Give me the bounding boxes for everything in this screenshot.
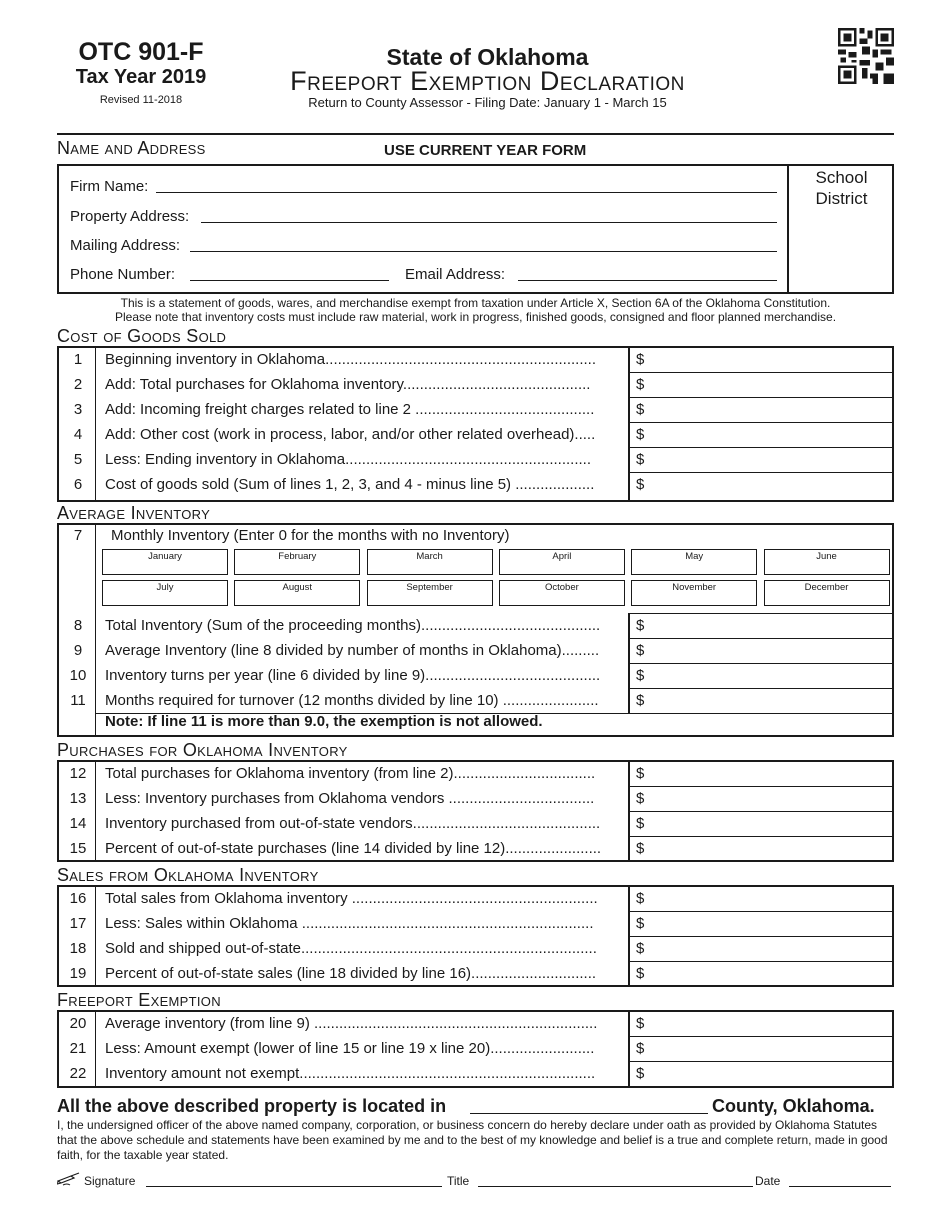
title-field[interactable] bbox=[478, 1186, 753, 1187]
dollar-sign: $ bbox=[636, 1040, 645, 1057]
month-june-field[interactable]: June bbox=[764, 549, 890, 575]
qr-code-icon bbox=[838, 28, 894, 84]
date-label: Date bbox=[755, 1174, 781, 1188]
line-12-text: Total purchases for Oklahoma inventory (from line 2).................................. bbox=[105, 765, 596, 782]
line-5-number: 5 bbox=[73, 451, 83, 468]
statement-text: This is a statement of goods, wares, and merchandise exempt from taxation under Article X, Section 6A of the Oklahoma Constitution. Please note that inventory costs must include raw material, work in progress, finished goods, consigned and floor planned merchandise. bbox=[114, 296, 837, 324]
line-16-amount-field[interactable] bbox=[628, 886, 894, 912]
purchases-title: Purchases for Oklahoma Inventory bbox=[57, 740, 348, 760]
line-13-amount-field[interactable] bbox=[628, 786, 894, 812]
freeport-title: Freeport Exemption bbox=[57, 990, 221, 1010]
line-20-text: Average inventory (from line 9) .................................................................... bbox=[105, 1015, 598, 1032]
line-7-number: 7 bbox=[73, 527, 83, 544]
month-may-field[interactable]: May bbox=[631, 549, 757, 575]
line-22-number: 22 bbox=[69, 1065, 87, 1082]
month-february-field[interactable]: February bbox=[234, 549, 360, 575]
line-11-number: 11 bbox=[70, 692, 86, 709]
line-3-amount-field[interactable] bbox=[628, 397, 894, 423]
line-1-text: Beginning inventory in Oklahoma................................................................. bbox=[105, 351, 597, 368]
line-18-amount-field[interactable] bbox=[628, 936, 894, 962]
line-16-number: 16 bbox=[69, 890, 87, 907]
line-12-number: 12 bbox=[69, 765, 87, 782]
dollar-sign: $ bbox=[636, 617, 645, 634]
line-8-amount-field[interactable] bbox=[628, 613, 894, 639]
line-19-amount-field[interactable] bbox=[628, 961, 894, 987]
line-10-text: Inventory turns per year (line 6 divided by line 9).......................................... bbox=[105, 667, 601, 684]
line-1-number: 1 bbox=[73, 351, 83, 368]
line-15-number: 15 bbox=[69, 840, 87, 857]
dollar-sign: $ bbox=[636, 351, 645, 368]
dollar-sign: $ bbox=[636, 815, 645, 832]
line-1-amount-field[interactable] bbox=[628, 347, 894, 373]
line-8-text: Total Inventory (Sum of the proceeding months)........................................... bbox=[105, 617, 601, 634]
dollar-sign: $ bbox=[636, 692, 645, 709]
line-16-text: Total sales from Oklahoma inventory ........................................................... bbox=[105, 890, 598, 907]
line-15-text: Percent of out-of-state purchases (line 14 divided by line 12)....................... bbox=[105, 840, 602, 857]
dollar-sign: $ bbox=[636, 667, 645, 684]
line-2-text: Add: Total purchases for Oklahoma inventory............................................. bbox=[105, 376, 591, 393]
line-11-note: Note: If line 11 is more than 9.0, the exemption is not allowed. bbox=[105, 713, 543, 730]
revised-date: Revised 11-2018 bbox=[99, 94, 183, 106]
email-address-field[interactable] bbox=[518, 280, 777, 281]
line-10-amount-field[interactable] bbox=[628, 663, 894, 689]
dollar-sign: $ bbox=[636, 965, 645, 982]
line-9-number: 9 bbox=[73, 642, 83, 659]
phone-number-field[interactable] bbox=[190, 280, 389, 281]
school-district-label[interactable]: School District bbox=[815, 168, 868, 208]
oath-statement: I, the undersigned officer of the above named company, corporation, or business concern do hereby declare under oath as provided by Oklahoma Statutes that the above schedule and statements have been examined by me and to the best of my knowledge and belief is a true and complete return, made in good faith, for the taxable year stated. bbox=[57, 1118, 888, 1162]
line-19-text: Percent of out-of-state sales (line 18 divided by line 16).............................. bbox=[105, 965, 597, 982]
line-14-amount-field[interactable] bbox=[628, 811, 894, 837]
pen-icon bbox=[57, 1172, 81, 1186]
dollar-sign: $ bbox=[636, 401, 645, 418]
tax-year: Tax Year 2019 bbox=[75, 66, 207, 88]
line-10-number: 10 bbox=[69, 667, 87, 684]
line-19-number: 19 bbox=[69, 965, 87, 982]
line-6-text: Cost of goods sold (Sum of lines 1, 2, 3, and 4 - minus line 5) ................... bbox=[105, 476, 595, 493]
line-15-amount-field[interactable] bbox=[628, 836, 894, 862]
form-id: OTC 901-F bbox=[78, 38, 204, 66]
line-9-text: Average Inventory (line 8 divided by number of months in Oklahoma)......... bbox=[105, 642, 600, 659]
line-12-amount-field[interactable] bbox=[628, 761, 894, 787]
line-20-number: 20 bbox=[69, 1015, 87, 1032]
line-3-text: Add: Incoming freight charges related to line 2 ........................................... bbox=[105, 401, 595, 418]
dollar-sign: $ bbox=[636, 765, 645, 782]
dollar-sign: $ bbox=[636, 1015, 645, 1032]
form-title: Freeport Exemption Declaration bbox=[290, 66, 685, 96]
month-march-field[interactable]: March bbox=[367, 549, 493, 575]
line-17-text: Less: Sales within Oklahoma ...................................................................... bbox=[105, 915, 594, 932]
county-field[interactable] bbox=[470, 1113, 708, 1114]
header-rule bbox=[57, 133, 894, 135]
line-22-amount-field[interactable] bbox=[628, 1061, 894, 1087]
dollar-sign: $ bbox=[636, 376, 645, 393]
line-14-number: 14 bbox=[69, 815, 87, 832]
signature-field[interactable] bbox=[146, 1186, 442, 1187]
use-current-notice: USE CURRENT YEAR FORM bbox=[384, 142, 587, 159]
line-6-amount-field[interactable] bbox=[628, 472, 894, 502]
month-november-field[interactable]: November bbox=[631, 580, 757, 606]
dollar-sign: $ bbox=[636, 426, 645, 443]
line-21-number: 21 bbox=[69, 1040, 87, 1057]
month-january-field[interactable]: January bbox=[102, 549, 228, 575]
dollar-sign: $ bbox=[636, 890, 645, 907]
line-8-number: 8 bbox=[73, 617, 83, 634]
month-july-field[interactable]: July bbox=[102, 580, 228, 606]
line-22-text: Inventory amount not exempt....................................................................... bbox=[105, 1065, 596, 1082]
dollar-sign: $ bbox=[636, 476, 645, 493]
cogs-title: Cost of Goods Sold bbox=[57, 326, 227, 346]
line-4-number: 4 bbox=[73, 426, 83, 443]
line-13-text: Less: Inventory purchases from Oklahoma vendors ................................... bbox=[105, 790, 595, 807]
phone-number-label: Phone Number: bbox=[70, 266, 176, 283]
located-prefix: All the above described property is located in bbox=[57, 1096, 447, 1116]
dollar-sign: $ bbox=[636, 940, 645, 957]
line-21-text: Less: Amount exempt (lower of line 15 or line 19 x line 20)......................... bbox=[105, 1040, 595, 1057]
line-9-amount-field[interactable] bbox=[628, 638, 894, 664]
dollar-sign: $ bbox=[636, 790, 645, 807]
line-3-number: 3 bbox=[73, 401, 83, 418]
line-18-number: 18 bbox=[69, 940, 87, 957]
dollar-sign: $ bbox=[636, 840, 645, 857]
mailing-address-label: Mailing Address: bbox=[70, 237, 181, 254]
line-20-amount-field[interactable] bbox=[628, 1011, 894, 1037]
line-17-number: 17 bbox=[69, 915, 87, 932]
property-address-label: Property Address: bbox=[70, 208, 190, 225]
line-11-text: Months required for turnover (12 months divided by line 10) ....................... bbox=[105, 692, 599, 709]
line-13-number: 13 bbox=[69, 790, 87, 807]
avg-inventory-title: Average Inventory bbox=[57, 503, 211, 523]
firm-name-label: Firm Name: bbox=[70, 178, 149, 195]
line-14-text: Inventory purchased from out-of-state vendors............................................. bbox=[105, 815, 601, 832]
line-7-text: Monthly Inventory (Enter 0 for the months with no Inventory) bbox=[111, 527, 510, 544]
dollar-sign: $ bbox=[636, 915, 645, 932]
return-instructions: Return to County Assessor - Filing Date: January 1 - March 15 bbox=[308, 95, 667, 110]
signature-label: Signature bbox=[84, 1174, 136, 1188]
property-address-field[interactable] bbox=[201, 222, 777, 223]
line-5-amount-field[interactable] bbox=[628, 447, 894, 473]
mailing-address-field[interactable] bbox=[190, 251, 777, 252]
name-address-title: Name and Address bbox=[57, 138, 206, 158]
line-18-text: Sold and shipped out-of-state....................................................................... bbox=[105, 940, 597, 957]
state-name: State of Oklahoma bbox=[386, 44, 589, 70]
dollar-sign: $ bbox=[636, 1065, 645, 1082]
dollar-sign: $ bbox=[636, 451, 645, 468]
line-4-text: Add: Other cost (work in process, labor, and/or other related overhead)..... bbox=[105, 426, 596, 443]
sales-title: Sales from Oklahoma Inventory bbox=[57, 865, 319, 885]
title-label: Title bbox=[447, 1174, 470, 1188]
month-october-field[interactable]: October bbox=[499, 580, 625, 606]
dollar-sign: $ bbox=[636, 642, 645, 659]
located-suffix: County, Oklahoma. bbox=[712, 1096, 875, 1116]
line-5-text: Less: Ending inventory in Oklahoma........................................................... bbox=[105, 451, 592, 468]
month-september-field[interactable]: September bbox=[367, 580, 493, 606]
month-april-field[interactable]: April bbox=[499, 549, 625, 575]
email-address-label: Email Address: bbox=[405, 266, 506, 283]
line-11-amount-field[interactable] bbox=[628, 688, 894, 714]
line-17-amount-field[interactable] bbox=[628, 911, 894, 937]
line-2-number: 2 bbox=[73, 376, 83, 393]
month-december-field[interactable]: December bbox=[764, 580, 890, 606]
firm-name-field[interactable] bbox=[156, 192, 777, 193]
line-6-number: 6 bbox=[73, 476, 83, 493]
line-4-amount-field[interactable] bbox=[628, 422, 894, 448]
month-august-field[interactable]: August bbox=[234, 580, 360, 606]
line-21-amount-field[interactable] bbox=[628, 1036, 894, 1062]
date-field[interactable] bbox=[789, 1186, 891, 1187]
line-2-amount-field[interactable] bbox=[628, 372, 894, 398]
